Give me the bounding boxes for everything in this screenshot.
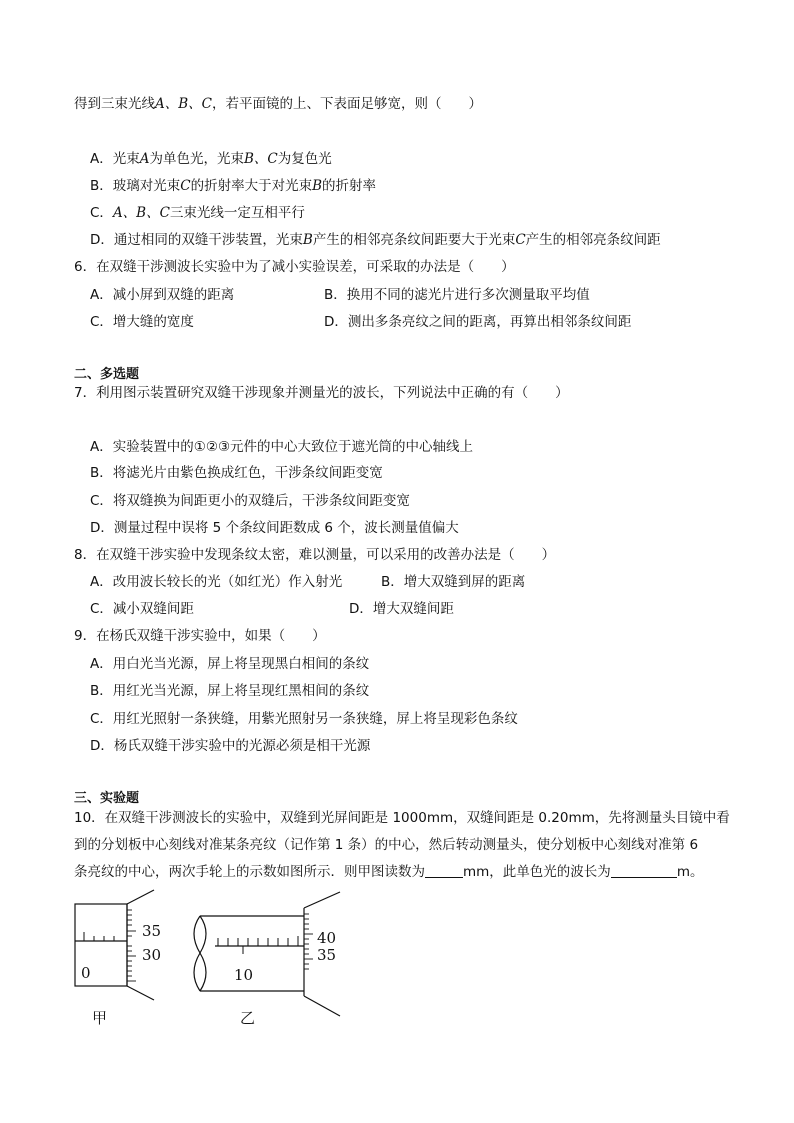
q7-option-c[interactable]: C．将双缝换为间距更小的双缝后，干涉条纹间距变宽 [90,493,410,509]
q6-option-b[interactable]: B．换用不同的滤光片进行多次测量取平均值 [324,287,590,303]
q5-stem-tail: ，若平面镜的上、下表面足够宽，则（ ） [212,96,482,112]
q5-d-prefix: D．通过相同的双缝干涉装置，光束 [90,232,303,248]
jia-caption: 甲 [92,1009,108,1027]
q6-option-c[interactable]: C．增大缝的宽度 [90,314,194,330]
q7-stem: 7．利用图示装置研究双缝干涉现象并测量光的波长，下列说法中正确的有（ ） [74,385,569,401]
q5-d-var1: B [302,232,313,248]
q6-option-d[interactable]: D．测出多条亮纹之间的距离，再算出相邻条纹间距 [324,314,632,330]
yi-caption: 乙 [240,1009,256,1027]
jia-reading-blank[interactable] [425,863,463,878]
q10-unit-mm: mm，此单色光的波长为 [463,864,611,880]
q7-option-a[interactable]: A．实验装置中的①②③元件的中心大致位于遮光筒的中心轴线上 [90,439,474,455]
micrometer-jia-drawing [72,888,182,1006]
q8-option-c[interactable]: C．减小双缝间距 [90,601,194,617]
q5-option-c[interactable] [90,203,305,223]
q7-option-b[interactable]: B．将滤光片由紫色换成红色，干涉条纹间距变宽 [90,465,383,481]
section-experiment-heading: 三、实验题 [74,791,140,806]
q6-stem: 6．在双缝干涉测波长实验中为了减小实验误差，可采取的办法是（ ） [74,259,515,275]
q8-option-b[interactable]: B．增大双缝到屏的距离 [381,574,526,590]
q5-a-var2: B、C [244,151,278,167]
q10-line-3 [74,862,703,882]
q5-b-var2: B [312,178,323,194]
q5-d-suffix: 产生的相邻亮条纹间距 [525,232,661,248]
q9-option-a[interactable]: A．用白光当光源，屏上将呈现黑白相间的条纹 [90,656,370,672]
q5-b-suffix: 的折射率 [322,178,377,194]
q5-c-suffix: 三束光线一定互相平行 [169,205,305,221]
jia-thimble-30: 30 [142,946,162,964]
q5-b-mid: 的折射率大于对光束 [190,178,313,194]
q10-unit-m: m。 [676,864,704,880]
q9-stem: 9．在杨氏双缝干涉实验中，如果（ ） [74,628,326,644]
q5-a-suffix: 为复色光 [277,151,332,167]
q8-option-a[interactable]: A．改用波长较长的光（如红光）作入射光 [90,574,343,590]
micrometer-jia-figure [72,888,182,1006]
section-multiple-choice-heading: 二、多选题 [74,367,140,382]
jia-thimble-35: 35 [142,922,162,940]
q9-option-c[interactable]: C．用红光照射一条狭缝，用紫光照射另一条狭缝，屏上将呈现彩色条纹 [90,711,518,727]
q5-option-d[interactable] [90,230,661,250]
q5-d-mid: 产生的相邻亮条纹间距要大于光束 [312,232,516,248]
q6-option-a[interactable]: A．减小屏到双缝的距离 [90,287,235,303]
q5-a-prefix: A．光束 [90,151,140,167]
q5-option-a[interactable] [90,149,332,169]
q8-option-d[interactable]: D．增大双缝间距 [349,601,454,617]
micrometer-yi-figure [190,888,350,1028]
q10-line-2: 到的分划板中心刻线对准某条亮纹（记作第 1 条）的中心，然后转动测量头，使分划板中心刻线对准第 6 [74,837,699,853]
q5-b-prefix: B．玻璃对光束 [90,178,181,194]
q5-stem-text: 得到三束光线 [74,96,155,112]
yi-main-scale-10: 10 [234,966,254,984]
q5-a-var1: A [139,151,150,167]
q8-stem: 8．在双缝干涉实验中发现条纹太密，难以测量，可以采用的改善办法是（ ） [74,547,556,563]
q5-c-prefix: C． [90,205,113,221]
q10-line-1: 10．在双缝干涉测波长的实验中，双缝到光屏间距是 1000mm，双缝间距是 0.20mm，先将测量头目镜中看 [74,810,730,826]
jia-main-scale-0: 0 [81,964,91,982]
q10-line-3-text: 条亮纹的中心，两次手轮上的示数如图所示．则甲图读数为 [74,864,425,880]
wavelength-blank[interactable] [611,863,677,878]
q7-option-d[interactable]: D．测量过程中误将 5 个条纹间距数成 6 个，波长测量值偏大 [90,520,459,536]
yi-thimble-40: 40 [317,929,337,947]
q5-d-var2: C [515,232,526,248]
q5-b-var1: C [180,178,191,194]
q9-option-b[interactable]: B．用红光当光源，屏上将呈现红黑相间的条纹 [90,683,370,699]
q9-option-d[interactable]: D．杨氏双缝干涉实验中的光源必须是相干光源 [90,738,371,754]
yi-thimble-35: 35 [317,946,337,964]
q5-option-b[interactable] [90,176,376,196]
q5-stem-vars: A、B、C [155,96,212,112]
q5-a-mid: 为单色光，光束 [149,151,244,167]
q5-stem [74,94,482,114]
q5-c-var1: A、B、C [112,205,170,221]
